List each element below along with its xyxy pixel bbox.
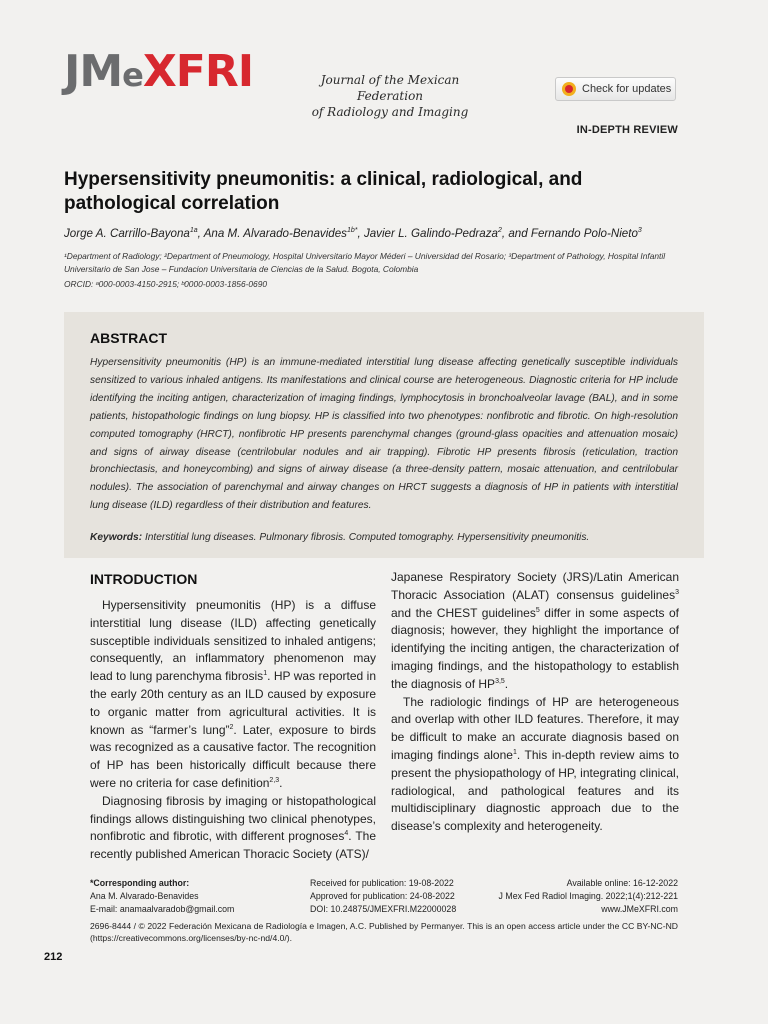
license-statement: 2696-8444 / © 2022 Federación Mexicana de Radiología e Imagen, A.C. Published by Permanyer. This is an open access article under the CC BY-NC-ND (https://creativecommons.org/licenses/by-nc-nd/4.0/). <box>90 921 678 943</box>
text-run: Diagnosing fibrosis by imaging or histopathological findings allows distinguishing two clinical phenotypes, nonfibrotic and fibrotic, with different prognoses <box>90 793 376 844</box>
text-run: . The recently published American Thoracic Society (ATS)/ <box>90 829 376 862</box>
corresponding-label: *Corresponding author: <box>90 878 190 888</box>
journal-name <box>290 72 490 120</box>
body-column-left <box>90 597 376 864</box>
text-run: The radiologic findings of HP are heterogeneous and overlap with other ILD features. Therefore, it may be difficult to make an accurate diagnosis based on imaging findings alone <box>391 694 679 762</box>
author-1: Jorge A. Carrillo-Bayona <box>64 227 190 240</box>
orcid-line: ORCID: ᵃ000-0003-4150-2915; ᵇ0000-0003-1856-0690 <box>64 279 268 289</box>
author-1-sup: 1a <box>189 227 198 235</box>
corresponding-email[interactable]: E-mail: anamaalvaradob@gmail.com <box>90 904 235 915</box>
author-3: Javier L. Galindo-Pedraza <box>363 227 498 240</box>
publication-dates <box>310 877 456 917</box>
text-run: and the CHEST guidelines <box>391 605 536 620</box>
corresponding-author-block <box>90 877 234 917</box>
website-link[interactable]: www.JMeXFRI.com <box>601 904 678 915</box>
author-2-sup: 1b* <box>346 227 358 235</box>
affiliations: ¹Department of Radiology; ²Department of Pneumology, Hospital Universitario Mayor Méderi – Universidad del Rosario; ³Department of Pathology, Hospital Infantil Universitario de San Jose – Fundacion Universitaria de Ciencias de la Salud. Bogota, Colombia <box>64 251 666 274</box>
citation-ref: 2,3 <box>269 776 280 784</box>
body-column-right <box>391 569 679 836</box>
citation-ref: 1 <box>512 748 517 756</box>
text-run: Japanese Respiratory Society (JRS)/Latin American Thoracic Association (ALAT) consensus guidelines <box>391 570 679 602</box>
article-title: Hypersensitivity pneumonitis: a clinical, radiological, and pathological correlation <box>64 169 583 214</box>
check-for-updates-button[interactable] <box>555 77 676 101</box>
keywords-label: Keywords: <box>90 532 143 543</box>
author-3-sup: 2 <box>497 227 502 235</box>
logo-jme: JMe <box>64 46 143 97</box>
citation: J Mex Fed Radiol Imaging. 2022;1(4):212-221 <box>498 891 678 902</box>
text-run: Hypersensitivity pneumonitis (HP) is a diffuse interstitial lung disease (ILD) affecting genetically susceptible individuals sensitized to inhaled antigens; consequently, an inflammatory phenomenon may lead to lung parenchyma fibrosis <box>90 598 376 684</box>
paragraph <box>90 597 376 793</box>
paragraph-continued <box>391 569 679 694</box>
text-run: differ in some aspects of diagnosis; however, they highlight the importance of identifying the inciting antigen, the characterization of imaging findings, and the histopathology to establish the diagnosis of HP <box>391 605 679 691</box>
citation-block <box>499 877 678 917</box>
check-updates-label: Check for updates <box>582 83 672 95</box>
paragraph <box>90 793 376 864</box>
page-number: 212 <box>44 951 63 963</box>
author-4-sup: 3 <box>637 227 642 235</box>
logo-xfri: XFRI <box>142 46 254 97</box>
received-date: Received for publication: 19-08-2022 <box>310 878 454 888</box>
keywords <box>90 532 678 543</box>
section-label: IN-DEPTH REVIEW <box>576 124 678 136</box>
author-2: Ana M. Alvarado-Benavides <box>203 227 347 240</box>
journal-name-line1: Journal of the Mexican Federation <box>320 73 460 103</box>
doi-link[interactable]: DOI: 10.24875/JMEXFRI.M22000028 <box>310 904 457 915</box>
author-sep: , and <box>501 227 531 240</box>
approved-date: Approved for publication: 24-08-2022 <box>310 891 455 902</box>
citation-ref: 3 <box>675 588 679 596</box>
citation-ref: 2 <box>229 723 234 731</box>
abstract-heading: ABSTRACT <box>90 330 167 346</box>
citation-ref: 4 <box>344 830 349 838</box>
paragraph <box>391 694 679 836</box>
citation-ref: 3,5 <box>495 677 505 685</box>
citation-ref: 5 <box>535 606 540 614</box>
text-run: . Later, exposure to birds was recognized as a causative factor. The recognition of HP has been historically difficult because there were no criteria for case definition <box>90 722 377 790</box>
available-online: Available online: 16-12-2022 <box>566 878 678 888</box>
text-run: . <box>279 775 283 790</box>
citation-ref: 1 <box>263 670 268 678</box>
abstract-text: Hypersensitivity pneumonitis (HP) is an immune-mediated interstitial lung disease affecting genetically susceptible individuals sensitized to various inhaled antigens. Its manifestations and clinical course are heterogeneous. Diagnostic criteria for HP include identifying the inciting antigen, characterization of imaging findings, lymphocytosis in bronchoalveolar lavage (BAL), and in some patients, histopathologic findings on lung biopsy. HP is classified into two phenotypes: nonfibrotic and fibrotic. On high-resolution computed tomography (HRCT), nonfibrotic HP presents parenchymal changes (ground-glass opacities and attenuation mosaic) and signs of airway disease (centrilobular nodules and air trapping). Fibrotic HP presents fibrosis (reticulation, traction bronchiectasis, and honeycombing) and signs of airway disease (a three-density pattern, mosaic attenuation, and centrilobular nodules). The association of parenchymal and airway changes on HRCT suggests a diagnosis of HP in patients with interstitial lung disease (ILD) regardless of their distribution and features. <box>90 357 678 512</box>
crossmark-icon <box>562 82 576 96</box>
author-sep: , <box>357 227 364 240</box>
journal-logo <box>64 44 254 97</box>
text-run: . HP was reported in the early 20th century as an ILD caused by exposure to organic matter from agricultural activities. It is known as “farmer’s lung” <box>90 669 377 737</box>
text-run: . This in-depth review aims to present the physiopathology of HP, integrating clinical, radiological, and pathological features and its multidisciplinary diagnostic approach due to the disease’s complexity and heterogeneity. <box>391 747 679 834</box>
corresponding-name: Ana M. Alvarado-Benavides <box>90 891 199 902</box>
author-sep: , <box>197 227 204 240</box>
keywords-list: Interstitial lung diseases. Pulmonary fibrosis. Computed tomography. Hypersensitivity pneumonitis. <box>144 532 590 543</box>
text-run: . <box>504 676 509 691</box>
introduction-heading: INTRODUCTION <box>90 571 198 587</box>
journal-name-line2: of Radiology and Imaging <box>311 105 469 119</box>
author-list <box>64 227 684 240</box>
author-4: Fernando Polo-Nieto <box>530 227 638 240</box>
